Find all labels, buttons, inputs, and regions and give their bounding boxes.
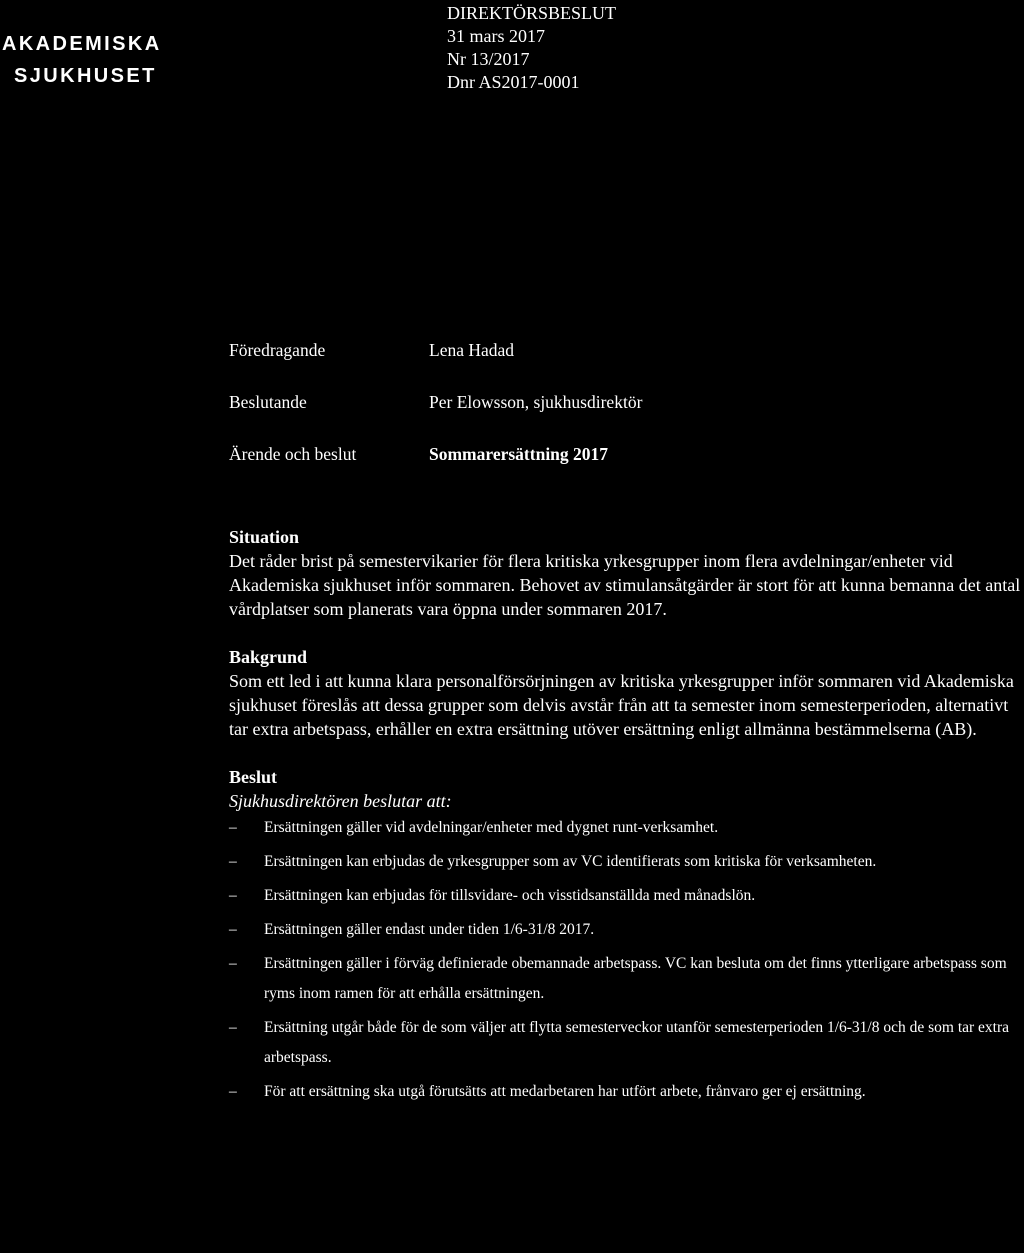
section-heading: Bakgrund: [229, 647, 308, 667]
meta-row-subject: [229, 444, 642, 496]
list-item: [229, 881, 1021, 911]
meta-value: Per Elowsson, sjukhusdirektör: [429, 392, 643, 412]
section-text: Som ett led i att kunna klara personalförsörjningen av kritiska yrkesgrupper inför sommaren vid Akademiska sjukhuset föreslås att dessa grupper som delvis avstår från att ta semester inom semesterperioden, alternativt tar extra arbetspass, erhåller en extra ersättning utöver ersättning enligt allmänna bestämmelserna (AB).: [229, 671, 1014, 739]
dash-bullet-icon: –: [229, 1019, 237, 1036]
list-item-text: Ersättningen kan erbjudas de yrkesgrupper som av VC identifierats som kritiska för verksamheten.: [264, 853, 877, 870]
document-number: Nr 13/2017: [447, 49, 530, 69]
section-decision: [229, 765, 1021, 1107]
section-heading: Situation: [229, 527, 300, 547]
section-situation: [229, 525, 1021, 621]
list-item: [229, 1013, 1021, 1073]
list-item: [229, 949, 1021, 1009]
section-background: [229, 645, 1021, 741]
subject-title: Sommarersättning 2017: [429, 444, 609, 464]
meta-value: Lena Hadad: [429, 340, 515, 360]
list-item-text: Ersättningen gäller i förväg definierade obemannade arbetspass. VC kan besluta om det finns ytterligare arbetspass som ryms inom ramen för att erhålla ersättningen.: [264, 955, 1007, 1002]
document-date: 31 mars 2017: [447, 26, 545, 46]
decision-list: [229, 813, 1021, 1107]
list-item-text: Ersättning utgår både för de som väljer att flytta semesterveckor utanför semesterperioden 1/6-31/8 och de som tar extra arbetspass.: [264, 1019, 1010, 1066]
logo-line-1: AKADEMISKA: [2, 33, 162, 55]
document-dnr: Dnr AS2017-0001: [447, 72, 580, 92]
meta-row-decision-maker: [229, 392, 642, 444]
dash-bullet-icon: –: [229, 887, 237, 904]
section-text: Det råder brist på semestervikarier för flera kritiska yrkesgrupper inom flera avdelningar/enheter vid Akademiska sjukhuset inför sommaren. Behovet av stimulansåtgärder är stort för att kunna bemanna det antal vårdplatser som planerats vara öppna under sommaren 2017.: [229, 551, 1021, 619]
dash-bullet-icon: –: [229, 853, 237, 870]
dash-bullet-icon: –: [229, 819, 237, 836]
section-heading: Beslut: [229, 767, 278, 787]
document-header: [447, 2, 616, 94]
list-item-text: Ersättningen gäller vid avdelningar/enheter med dygnet runt-verksamhet.: [264, 819, 719, 836]
dash-bullet-icon: –: [229, 1083, 237, 1100]
meta-label: Ärende och beslut: [229, 444, 357, 464]
case-metadata: [229, 340, 642, 496]
meta-label: Föredragande: [229, 340, 326, 360]
dash-bullet-icon: –: [229, 955, 237, 972]
meta-label: Beslutande: [229, 392, 307, 412]
list-item-text: För att ersättning ska utgå förutsätts att medarbetaren har utfört arbete, frånvaro ger ej ersättning.: [264, 1083, 866, 1100]
decision-intro: Sjukhusdirektören beslutar att:: [229, 791, 452, 811]
logo-line-2: SJUKHUSET: [14, 65, 157, 87]
list-item: [229, 847, 1021, 877]
list-item-text: Ersättningen gäller endast under tiden 1/6-31/8 2017.: [264, 921, 595, 938]
list-item: [229, 813, 1021, 843]
dash-bullet-icon: –: [229, 921, 237, 938]
list-item-text: Ersättningen kan erbjudas för tillsvidare- och visstidsanställda med månadslön.: [264, 887, 756, 904]
list-item: [229, 915, 1021, 945]
document-body: [229, 525, 1021, 1131]
meta-row-presenter: [229, 340, 642, 392]
hospital-logo: [2, 28, 162, 92]
document-type: DIREKTÖRSBESLUT: [447, 3, 617, 23]
list-item: [229, 1077, 1021, 1107]
